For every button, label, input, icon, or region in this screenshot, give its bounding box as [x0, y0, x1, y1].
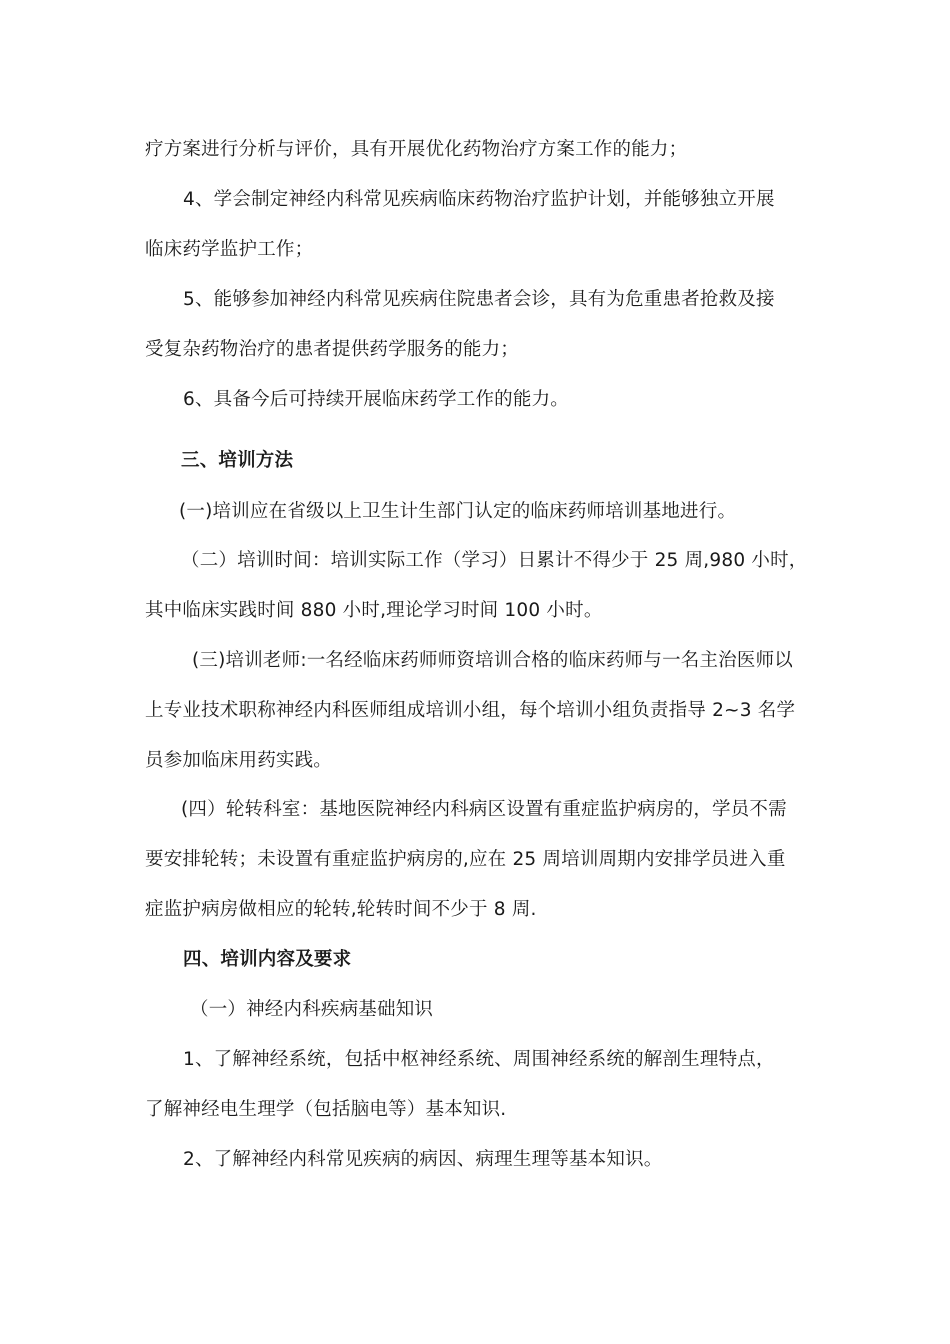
paragraph-line: 4、学会制定神经内科常见疾病临床药物治疗监护计划，并能够独立开展 — [183, 189, 775, 210]
paragraph-line: 受复杂药物治疗的患者提供药学服务的能力； — [145, 339, 520, 360]
paragraph-line: 要安排轮转；未设置有重症监护病房的,应在 25 周培训周期内安排学员进入重 — [145, 849, 786, 870]
paragraph-line: (四）轮转科室：基地医院神经内科病区设置有重症监护病房的，学员不需 — [181, 799, 787, 820]
paragraph-line: 5、能够参加神经内科常见疾病住院患者会诊，具有为危重患者抢救及接 — [183, 289, 775, 310]
paragraph-line: 员参加临床用药实践。 — [145, 750, 333, 771]
paragraph-line: 1、了解神经系统，包括中枢神经系统、周围神经系统的解剖生理特点， — [183, 1049, 775, 1070]
paragraph-line: （二）培训时间：培训实际工作（学习）日累计不得少于 25 周,980 小时， — [181, 550, 808, 571]
paragraph-line: 其中临床实践时间 880 小时,理论学习时间 100 小时。 — [145, 600, 603, 621]
paragraph-line: 了解神经电生理学（包括脑电等）基本知识. — [145, 1099, 507, 1120]
paragraph-line: (一)培训应在省级以上卫生计生部门认定的临床药师培训基地进行。 — [179, 501, 737, 522]
paragraph-line: 疗方案进行分析与评价，具有开展优化药物治疗方案工作的能力； — [145, 139, 688, 160]
section-heading: 三、培训方法 — [181, 450, 294, 471]
paragraph-line: (三)培训老师:一名经临床药师师资培训合格的临床药师与一名主治医师以 — [192, 650, 793, 671]
subsection-heading: （一）神经内科疾病基础知识 — [190, 999, 434, 1020]
paragraph-line: 症监护病房做相应的轮转,轮转时间不少于 8 周. — [145, 899, 537, 920]
paragraph-line: 2、了解神经内科常见疾病的病因、病理生理等基本知识。 — [183, 1149, 663, 1170]
paragraph-line: 临床药学监护工作； — [145, 239, 314, 260]
section-heading: 四、培训内容及要求 — [183, 949, 352, 970]
paragraph-line: 上专业技术职称神经内科医师组成培训小组，每个培训小组负责指导 2~3 名学 — [145, 700, 796, 721]
paragraph-line: 6、具备今后可持续开展临床药学工作的能力。 — [183, 389, 569, 410]
